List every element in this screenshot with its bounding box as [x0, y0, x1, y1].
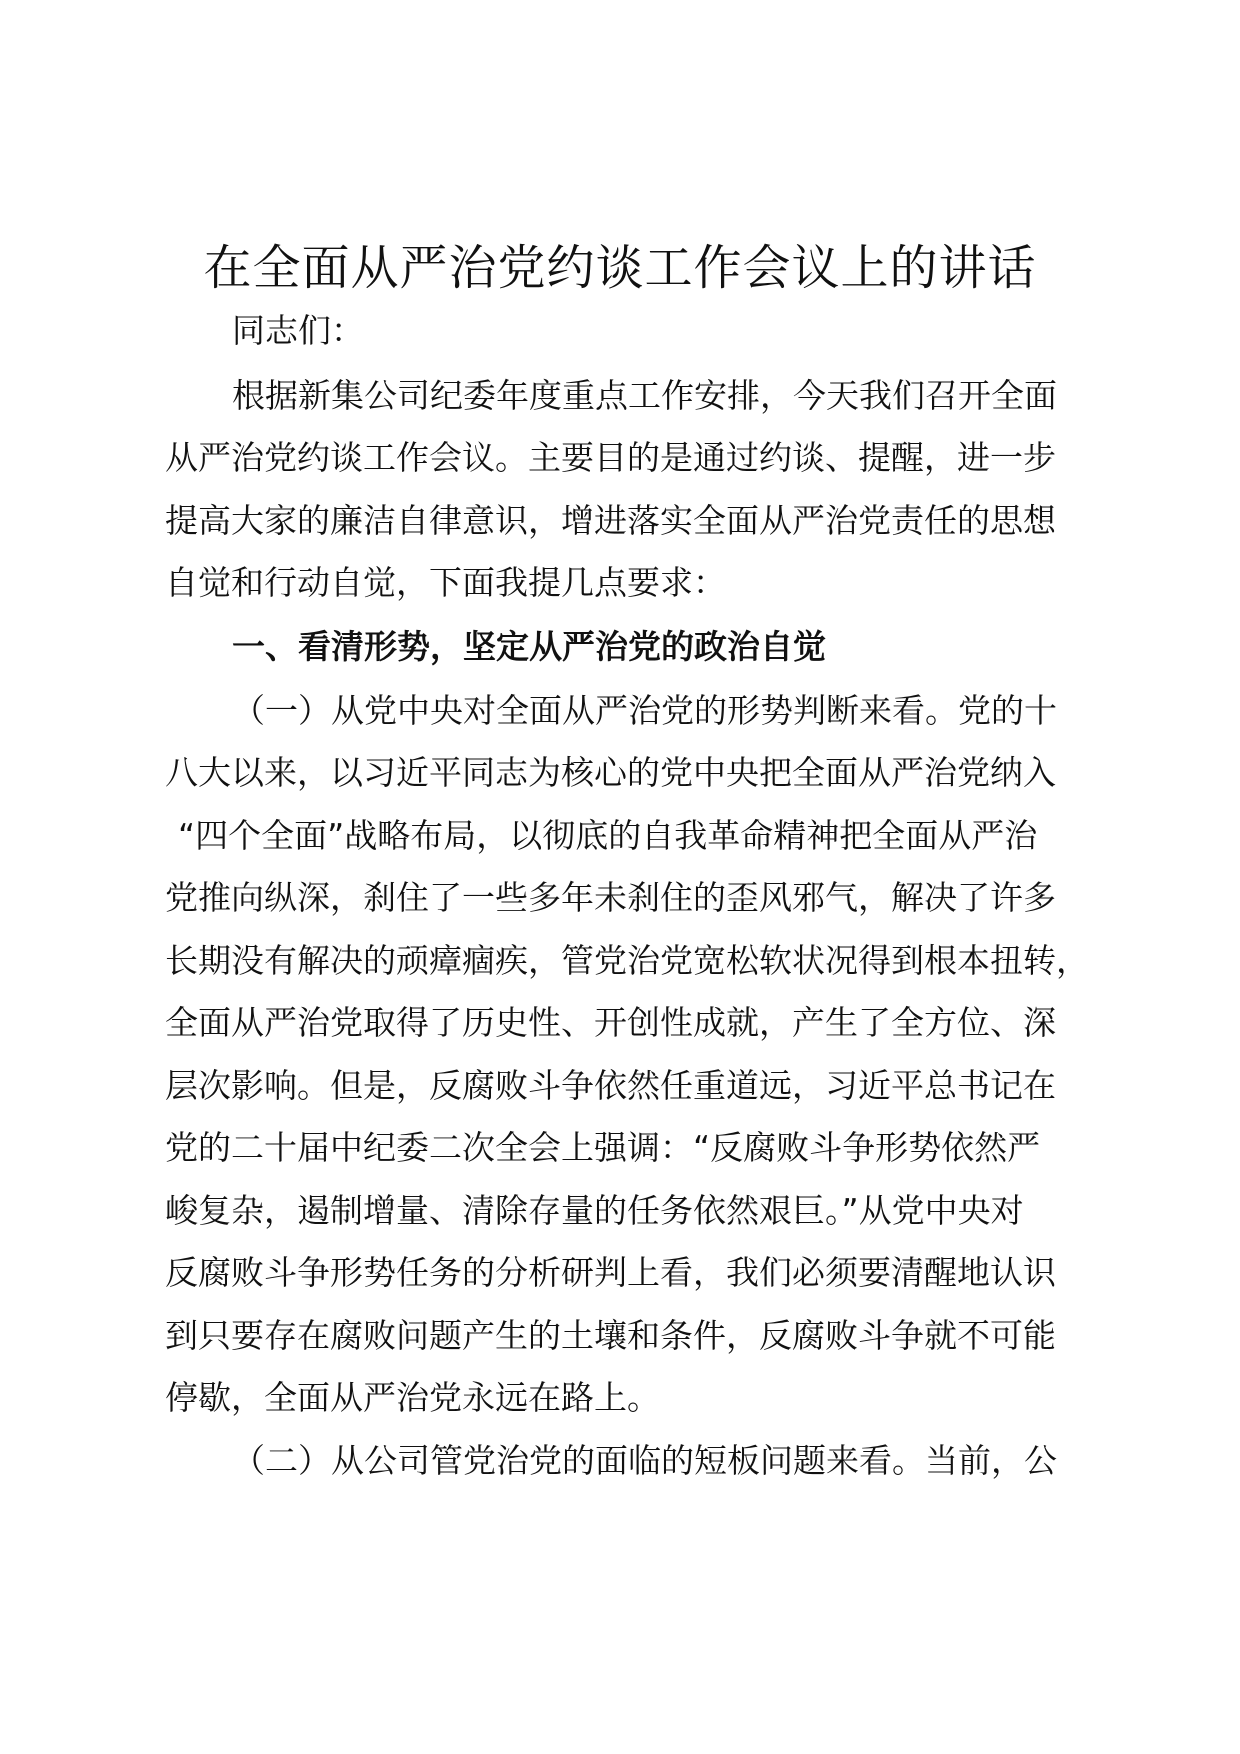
body-line: 层次影响。但是，反腐败斗争依然任重道远，习近平总书记在: [165, 1066, 1056, 1105]
body-line: 到只要存在腐败问题产生的土壤和条件，反腐败斗争就不可能: [165, 1316, 1056, 1355]
body-line: （二）从公司管党治党的面临的短板问题来看。当前，公: [232, 1441, 1057, 1480]
body-line: 峻复杂，遏制增量、清除存量的任务依然艰巨。”从党中央对: [165, 1191, 1024, 1230]
body-line: 八大以来，以习近平同志为核心的党中央把全面从严治党纳入: [165, 753, 1056, 792]
body-line: 全面从严治党取得了历史性、开创性成就，产生了全方位、深: [165, 1003, 1056, 1042]
body-line: 反腐败斗争形势任务的分析研判上看，我们必须要清醒地认识: [165, 1253, 1056, 1292]
greeting: 同志们：: [232, 311, 364, 350]
body-line: 提高大家的廉洁自律意识，增进落实全面从严治党责任的思想: [165, 501, 1056, 540]
body-line: “四个全面”战略布局，以彻底的自我革命精神把全面从严治: [178, 816, 1038, 855]
body-line: （一）从党中央对全面从严治党的形势判断来看。党的十: [232, 691, 1057, 730]
body-line: 自觉和行动自觉，下面我提几点要求：: [165, 563, 726, 602]
body-line: 从严治党约谈工作会议。主要目的是通过约谈、提醒，进一步: [165, 438, 1056, 477]
body-line: 根据新集公司纪委年度重点工作安排，今天我们召开全面: [232, 376, 1057, 415]
section-heading: 一、看清形势，坚定从严治党的政治自觉: [232, 627, 826, 666]
body-line: 长期没有解决的顽瘴痼疾，管党治党宽松软状况得到根本扭转，: [165, 941, 1089, 980]
document-title: 在全面从严治党约谈工作会议上的讲话: [203, 240, 1037, 296]
body-line: 停歇，全面从严治党永远在路上。: [165, 1378, 660, 1417]
body-line: 党推向纵深，刹住了一些多年未刹住的歪风邪气，解决了许多: [165, 878, 1056, 917]
body-line: 党的二十届中纪委二次全会上强调：“反腐败斗争形势依然严: [165, 1128, 1041, 1167]
